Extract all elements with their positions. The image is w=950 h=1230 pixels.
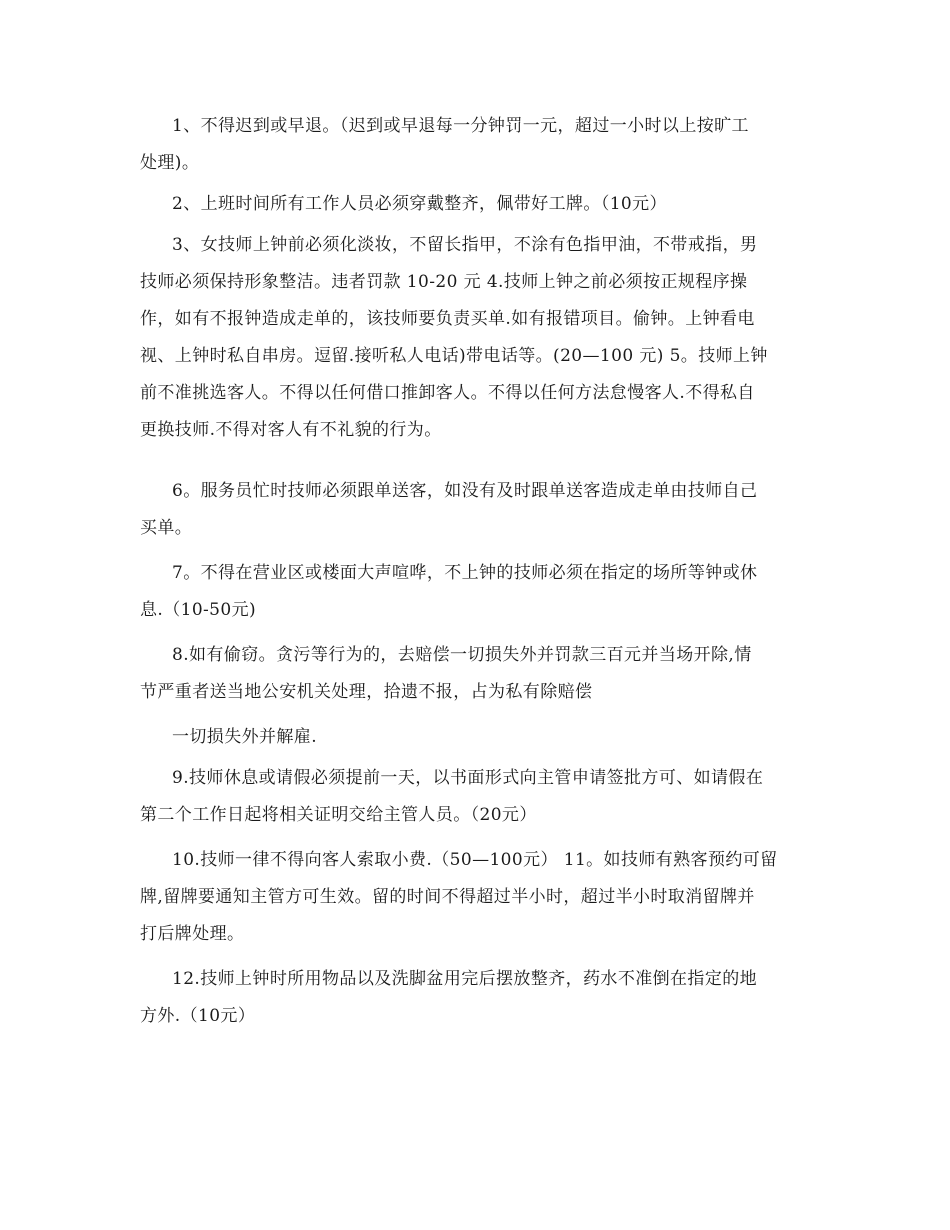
rule-10-line-1: 10.技师一律不得向客人索取小费.（50—100元） 11。如技师有熟客预约可留 <box>172 850 778 870</box>
rule-9 <box>140 760 812 834</box>
rule-8-continuation <box>140 719 812 756</box>
rule-12-line-2: 方外.（10元） <box>140 1006 256 1026</box>
rule-8-continuation-line: 一切损失外并解雇. <box>172 727 318 747</box>
rule-12 <box>140 961 812 1035</box>
rule-7-line-2: 息.（10-50元) <box>140 600 257 620</box>
rule-1-line-2: 处理)。 <box>140 153 200 173</box>
rule-2-line-1: 2、上班时间所有工作人员必须穿戴整齐，佩带好工牌。（10元） <box>172 194 667 214</box>
rule-8 <box>140 637 812 711</box>
rule-12-line-1: 12.技师上钟时所用物品以及洗脚盆用完后摆放整齐，药水不准倒在指定的地 <box>172 969 758 989</box>
rule-10-11 <box>140 842 812 953</box>
rule-3-line-3: 作，如有不报钟造成走单的，该技师要负责买单.如有报错项目。偷钟。上钟看电 <box>140 309 755 329</box>
rule-6 <box>140 473 812 547</box>
rule-7 <box>140 555 812 629</box>
rule-3-line-2: 技师必须保持形象整洁。违者罚款 10-20 元 4.技师上钟之前必须按正规程序操 <box>140 272 748 292</box>
rule-3-line-5: 前不准挑选客人。不得以任何借口推卸客人。不得以任何方法怠慢客人.不得私自 <box>140 383 755 403</box>
rule-9-line-1: 9.技师休息或请假必须提前一天，以书面形式向主管申请签批方可、如请假在 <box>172 768 764 788</box>
rule-6-line-1: 6。服务员忙时技师必须跟单送客，如没有及时跟单送客造成走单由技师自己 <box>172 481 758 501</box>
rule-2 <box>140 186 812 223</box>
rule-8-line-1: 8.如有偷窃。贪污等行为的，去赔偿一切损失外并罚款三百元并当场开除,情 <box>172 645 752 665</box>
rule-10-line-3: 打后牌处理。 <box>140 924 245 944</box>
rule-1 <box>140 108 812 182</box>
rule-3-line-4: 视、上钟时私自串房。逗留.接听私人电话)带电话等。(20—100 元) 5。技师上钟 <box>140 346 768 366</box>
rule-6-line-2: 买单。 <box>140 518 193 538</box>
rule-3-line-1: 3、女技师上钟前必须化淡妆，不留长指甲，不涂有色指甲油，不带戒指，男 <box>172 235 758 255</box>
rule-3-5 <box>140 227 812 449</box>
rule-8-line-2: 节严重者送当地公安机关处理，拾遗不报，占为私有除赔偿 <box>140 682 593 702</box>
rule-7-line-1: 7。不得在营业区或楼面大声喧哗，不上钟的技师必须在指定的场所等钟或休 <box>172 563 758 583</box>
rule-1-line-1: 1、不得迟到或早退。（迟到或早退每一分钟罚一元，超过一小时以上按旷工 <box>172 116 749 136</box>
rule-3-line-6: 更换技师.不得对客人有不礼貌的行为。 <box>140 420 442 440</box>
rule-9-line-2: 第二个工作日起将相关证明交给主管人员。（20元） <box>140 805 537 825</box>
rule-10-line-2: 牌,留牌要通知主管方可生效。留的时间不得超过半小时，超过半小时取消留牌并 <box>140 887 755 907</box>
